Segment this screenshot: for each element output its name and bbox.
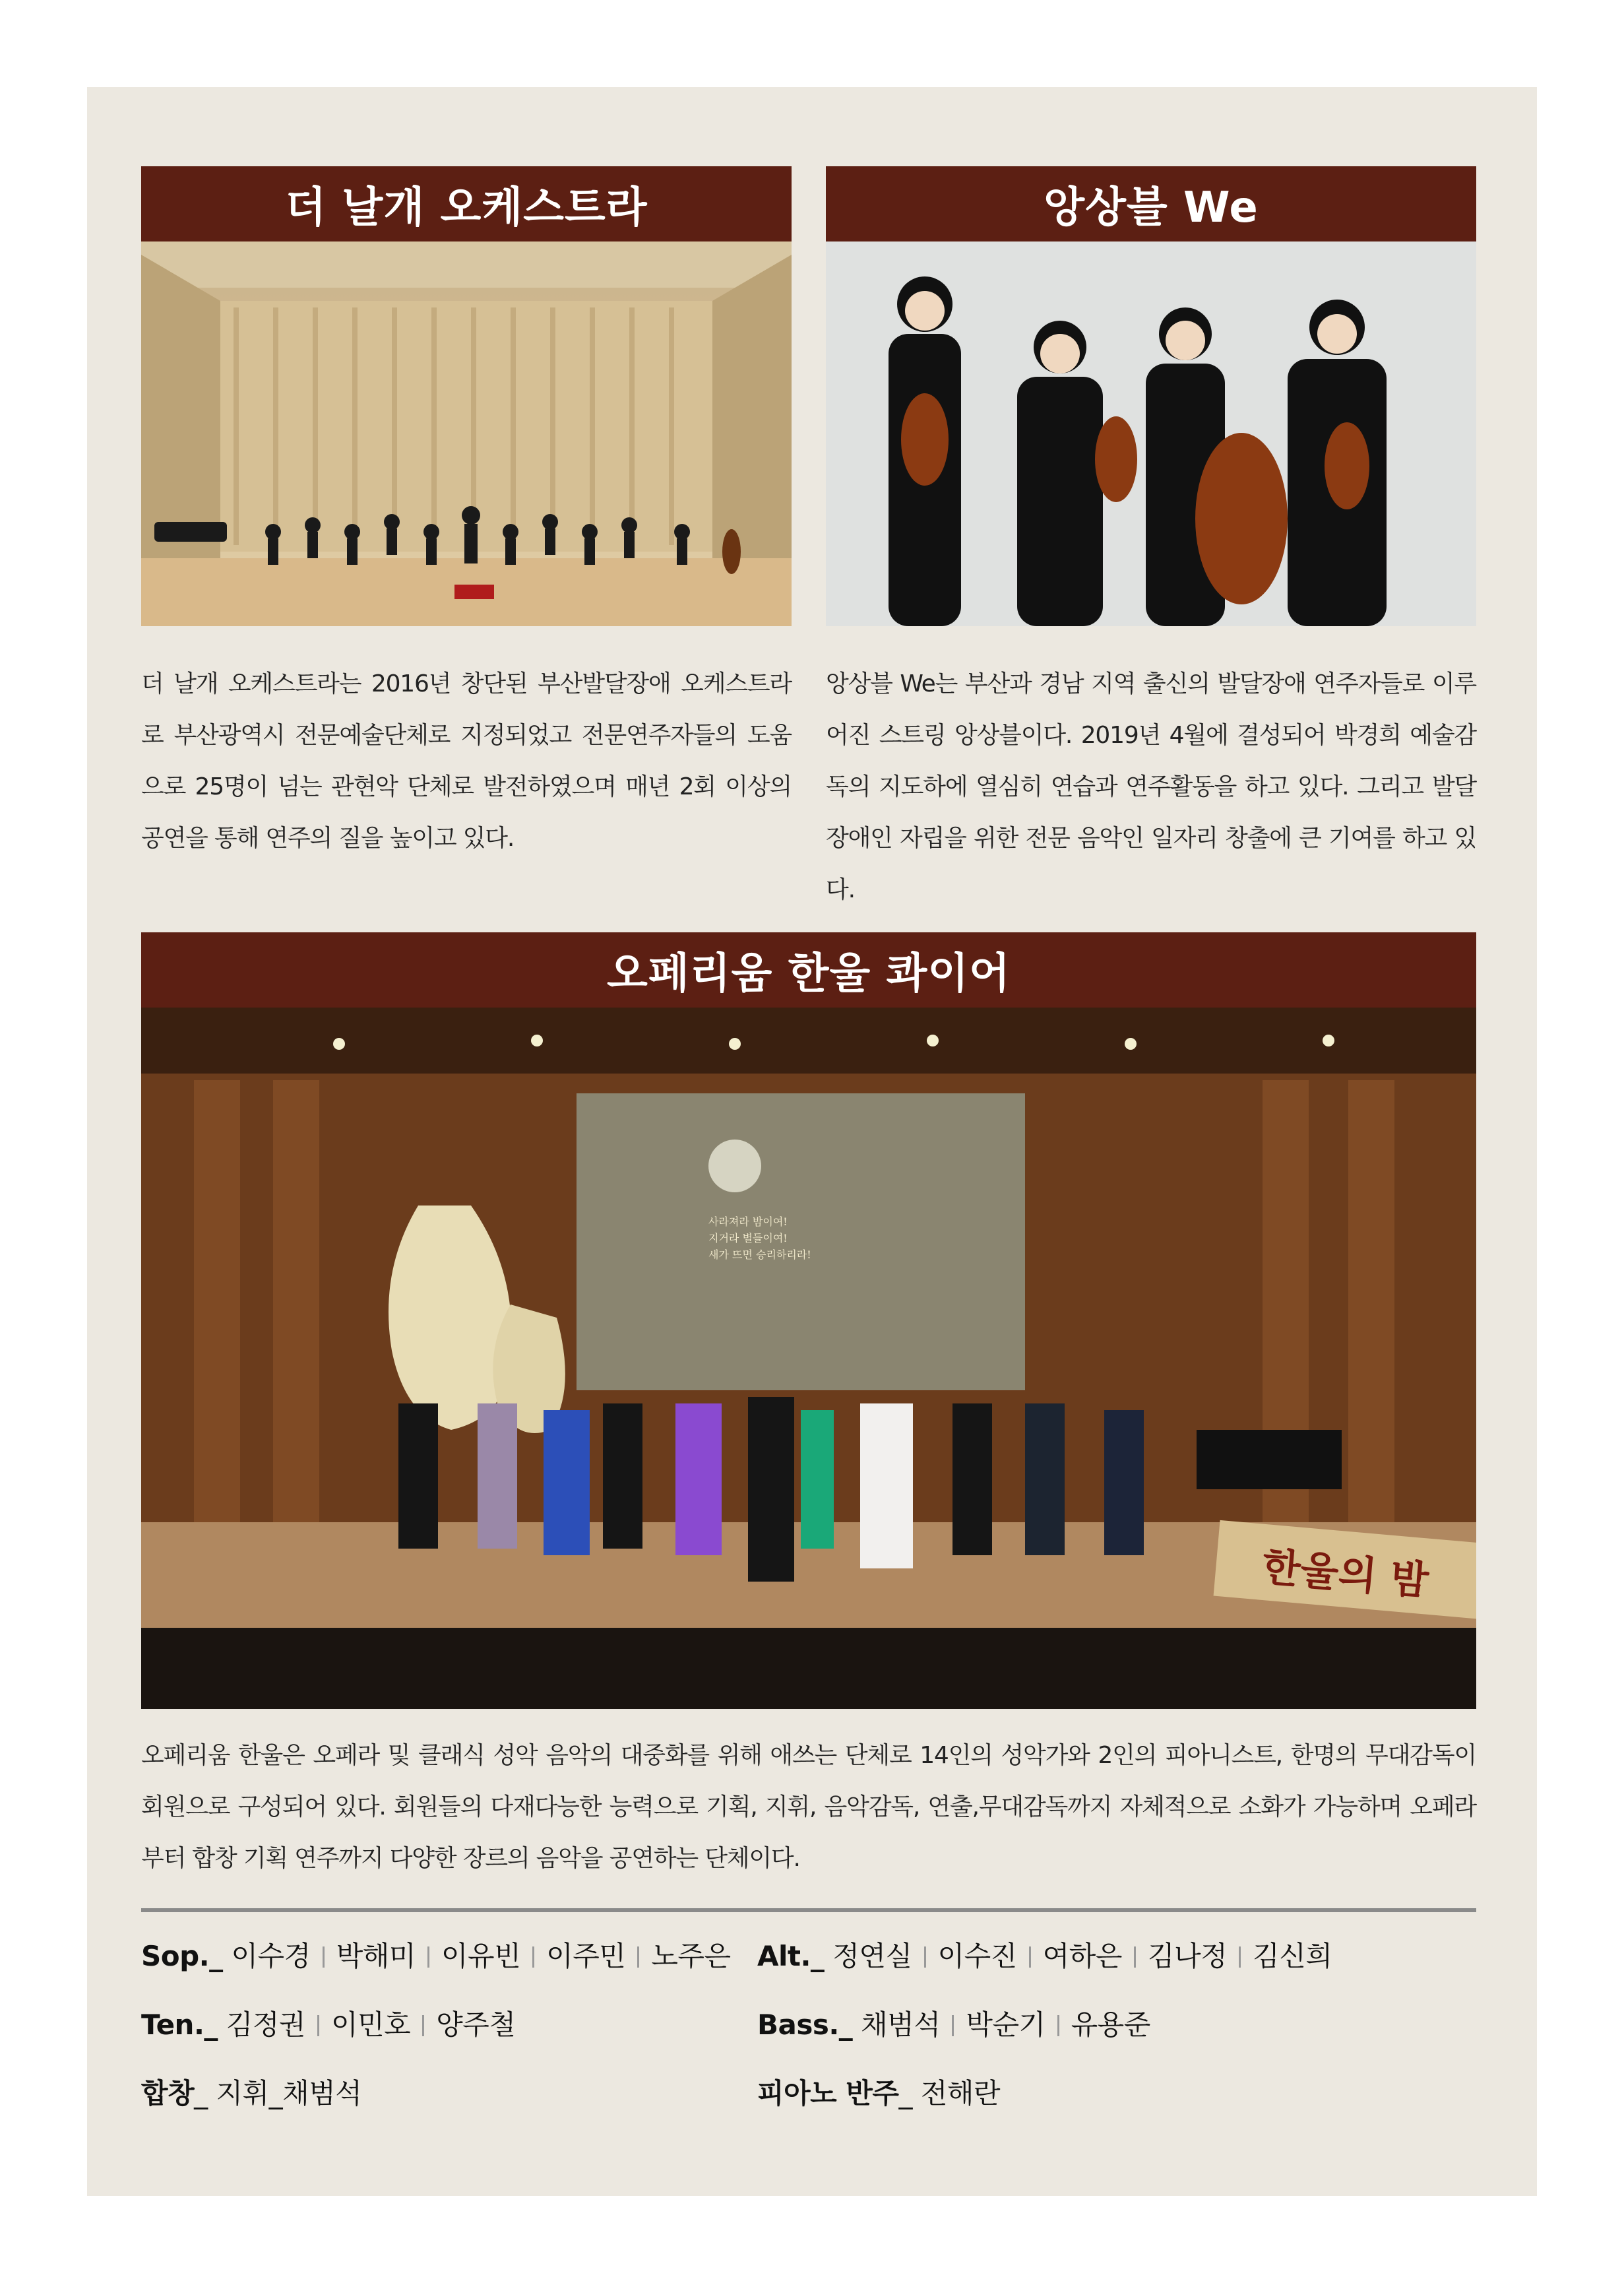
- members-piano: [757, 2072, 1000, 2111]
- alt-name-5: 김신희: [1253, 1940, 1332, 1972]
- chorus-label: 합창: [141, 2077, 195, 2109]
- ten-name-2: 이민호: [331, 2009, 411, 2041]
- ten-name-3: 양주철: [436, 2009, 516, 2041]
- sop-name-5: 노주은: [651, 1940, 731, 1972]
- alt-name-4: 김나정: [1147, 1940, 1228, 1972]
- alt-name-2: 이수진: [937, 1940, 1017, 1972]
- alt-label: Alt._: [757, 1940, 825, 1972]
- choir-description: 오페리움 한울은 오페라 및 클래식 성악 음악의 대중화를 위해 애쓰는 단체로 14인의 성악가와 2인의 피아니스트, 한명의 무대감독이 회원으로 구성되어 있다. 회원들의 다재다능한 능력으로 기획, 지휘, 음악감독, 연출,무대감독까지 자체적으로 소화가 가능하며 오페라부터 합창 기획 연주까지 다양한 장르의 음악을 공연하는 단체이다.: [141, 1742, 1476, 1872]
- sop-label: Sop._: [141, 1940, 223, 1972]
- sop-name-4: 이주민: [546, 1940, 626, 1972]
- orchestra-title: 더 날개 오케스트라: [141, 166, 792, 241]
- piano-name: 전해란: [920, 2077, 1001, 2109]
- orchestra-description: 더 날개 오케스트라는 2016년 창단된 부산발달장애 오케스트라로 부산광역시 전문예술단체로 지정되었고 전문연주자들의 도움으로 25명이 넘는 관현악 단체로 발전하였으며 매년 2회 이상의 공연을 통해 연주의 질을 높이고 있다.: [141, 670, 792, 852]
- screen-line-2: 지거라 별들이여!: [708, 1232, 788, 1244]
- ten-label: Ten._: [141, 2009, 218, 2041]
- ten-name-1: 김정권: [226, 2009, 305, 2041]
- sop-name-2: 박해미: [336, 1940, 416, 1972]
- choir-title: 오페리움 한울 콰이어: [141, 932, 1476, 1008]
- orchestra-photo: [141, 241, 792, 626]
- members-bass: [757, 2003, 1150, 2043]
- members-sop: [141, 1935, 731, 1974]
- page: [87, 87, 1537, 2196]
- chorus-name: 채범석: [282, 2077, 362, 2109]
- alt-name-3: 여하은: [1042, 1940, 1122, 1972]
- ensemble-title: 앙상블 We: [826, 166, 1476, 241]
- ensemble-description: 앙상블 We는 부산과 경남 지역 출신의 발달장애 연주자들로 이루어진 스트링 앙상블이다. 2019년 4월에 결성되어 박경희 예술감독의 지도하에 열심히 연습과 연주활동을 하고 있다. 그리고 발달장애인 자립을 위한 전문 음악인 일자리 창출에 큰 기여를 하고 있다.: [826, 670, 1476, 903]
- choir-photo: [141, 1008, 1476, 1709]
- choir-sign: 한울의 밤: [1260, 1543, 1431, 1605]
- alt-name-1: 정연실: [832, 1940, 912, 1972]
- bass-label: Bass._: [757, 2009, 853, 2041]
- ensemble-photo: [826, 241, 1476, 626]
- sop-name-3: 이유빈: [441, 1940, 521, 1972]
- members-chorus: [141, 2072, 361, 2111]
- members-ten: [141, 2003, 515, 2043]
- piano-label: 피아노 반주: [757, 2077, 899, 2109]
- screen-line-1: 사라져라 밤이여!: [708, 1215, 788, 1228]
- screen-line-3: 새가 뜨면 승리하리라!: [708, 1248, 811, 1261]
- bass-name-3: 유용준: [1071, 2009, 1150, 2041]
- piano-sep: _: [898, 2077, 912, 2109]
- chorus-role: _ 지휘_: [194, 2077, 283, 2109]
- bass-name-1: 채범석: [861, 2009, 941, 2041]
- members-alt: [757, 1935, 1332, 1974]
- sop-name-1: 이수경: [231, 1940, 311, 1972]
- members-divider: [141, 1908, 1476, 1912]
- bass-name-2: 박순기: [966, 2009, 1046, 2041]
